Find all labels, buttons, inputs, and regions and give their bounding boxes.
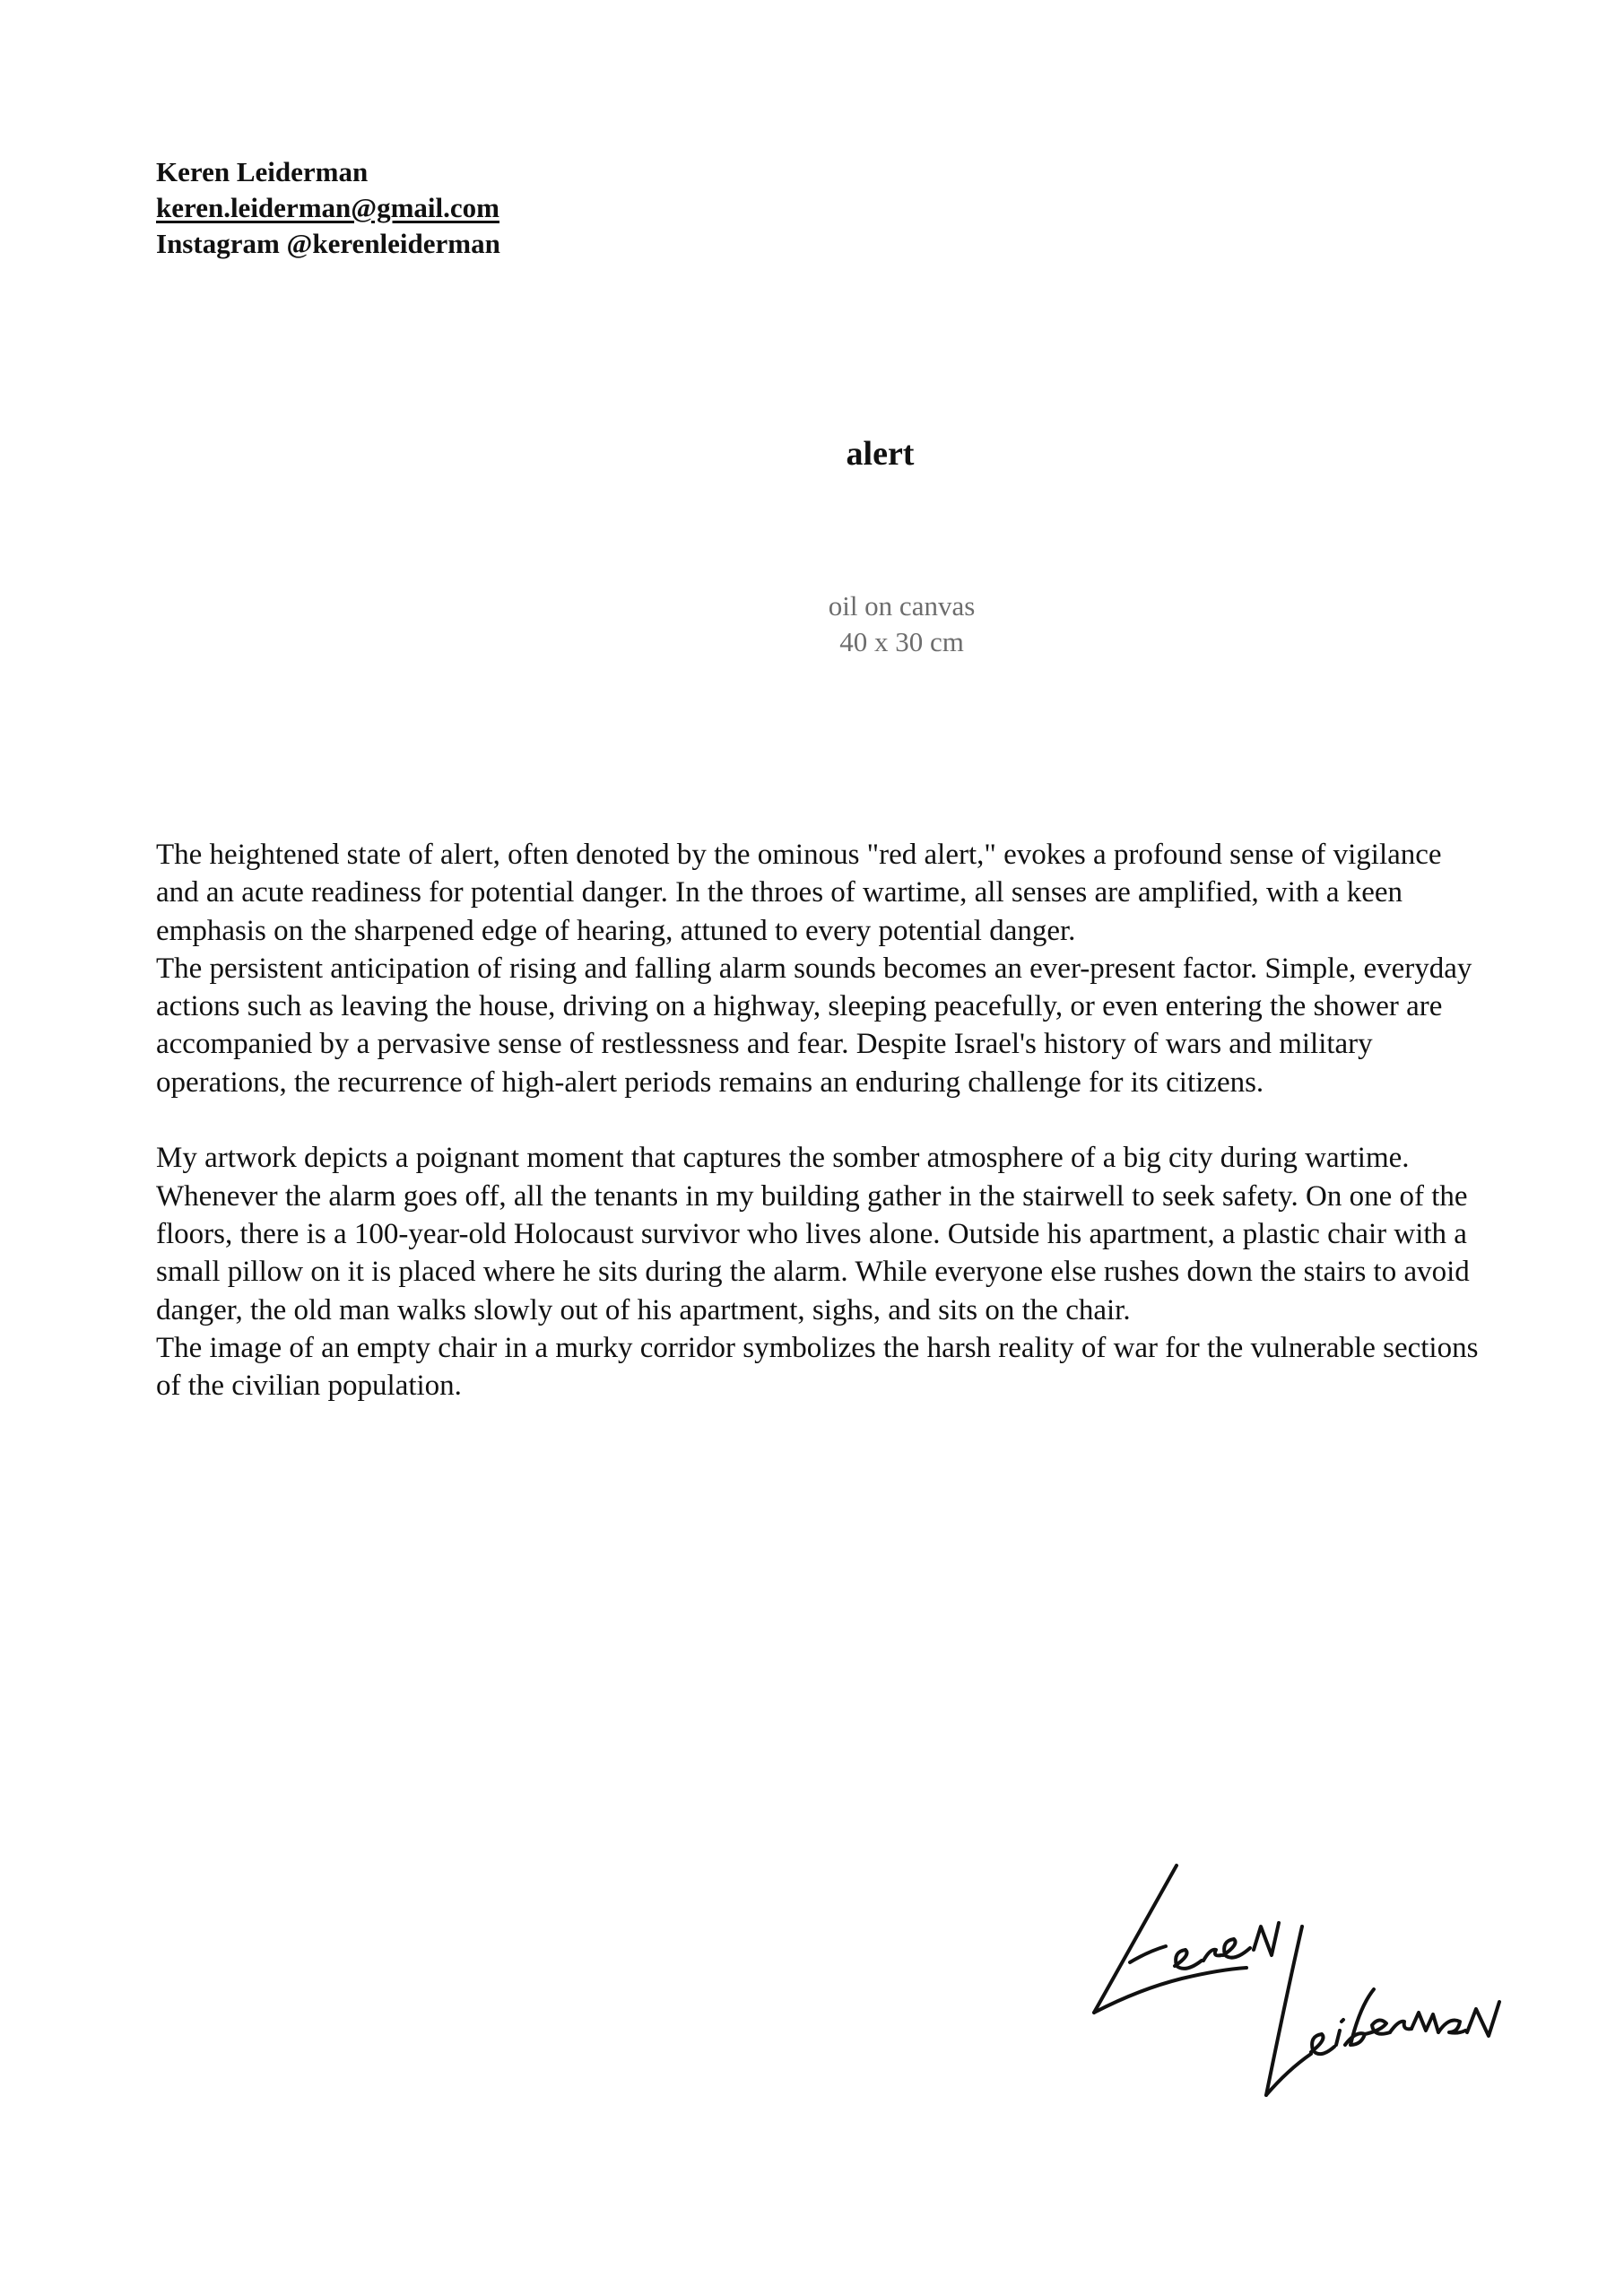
email-link[interactable]: keren.leiderman@gmail.com (156, 192, 499, 223)
contact-header (156, 154, 500, 262)
artwork-medium: oil on canvas (828, 590, 976, 622)
instagram-handle: Instagram @kerenleiderman (156, 228, 500, 259)
statement-paragraph: The heightened state of alert, often denoted by the ominous "red alert," evokes a profound sense of vigilance and an acute readiness for potential danger. In the throes of wartime, all senses are amplified, with a keen emphasis on the sharpened edge of hearing, attuned to every potential danger. (156, 839, 1442, 947)
statement-paragraph: The persistent anticipation of rising and falling alarm sounds becomes an ever-present factor. Simple, everyday actions such as leaving the house, driving on a highway, sleeping peacefully, or even entering the shower are accompanied by a pervasive sense of restlessness and fear. Despite Israel's history of wars and military operations, the recurrence of high-alert periods remains an enduring challenge for its citizens. (156, 952, 1472, 1099)
statement-paragraph: Whenever the alarm goes off, all the tenants in my building gather in the stairwell to seek safety. On one of the floors, there is a 100-year-old Holocaust survivor who lives alone. Outside his apartment, a plastic chair with a small pillow on it is placed where he sits during the alarm. While everyone else rushes down the stairs to avoid danger, the old man walks slowly out of his apartment, sighs, and sits on the chair. (156, 1179, 1470, 1326)
artist-statement (156, 836, 1483, 1405)
statement-paragraph: The image of an empty chair in a murky corridor symbolizes the harsh reality of war for the vulnerable sections of the civilian population. (156, 1331, 1479, 1403)
artwork-details (90, 588, 1624, 660)
artwork-dimensions: 40 x 30 cm (839, 626, 964, 657)
handwritten-signature (1076, 1855, 1560, 2115)
artwork-title: alert (846, 435, 915, 473)
statement-paragraph: My artwork depicts a poignant moment that captures the somber atmosphere of a big city during wartime. (156, 1142, 1410, 1175)
artist-name: Keren Leiderman (156, 156, 369, 187)
